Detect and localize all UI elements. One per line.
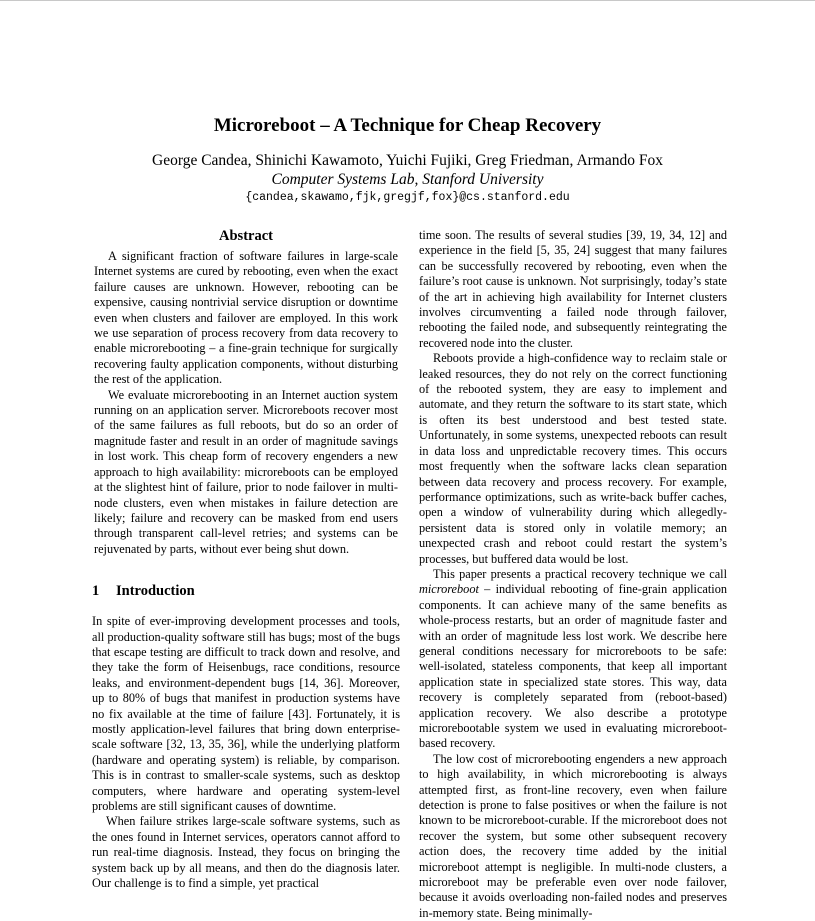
abstract-section (92, 228, 400, 557)
paper-email: {candea,skawamo,fjk,gregjf,fox}@cs.stanford.edu (245, 191, 570, 204)
right-paragraph-3 (419, 567, 727, 752)
intro-paragraph-2: When failure strikes large-scale software systems, such as the ones found in Internet services, operators cannot afford to run real-time diagnosis. Instead, they focus on bringing the system back up by all means, and then do the diagnosis later. Our challenge is to find a simple, yet practical (92, 814, 400, 891)
top-border (0, 0, 815, 1)
right-paragraph-2: Reboots provide a high-confidence way to reclaim stale or leaked resources, they do not rely on the correct functioning of the rebooted system, they are easy to implement and automate, and they return the software to its start state, which is often its best understood and best tested state. Unfortunately, in some systems, unexpected reboots can result in data loss and unpredictable recovery times. This occurs most frequently when the software lacks clean separation between data recovery and process recovery. For example, performance optimizations, such as write-back buffer caches, open a window of vulnerability during which allegedly-persistent data is stored only in volatile memory; an unexpected crash and reboot could restart the system’s processes, but buffered data would be lost. (419, 351, 727, 566)
microreboot-term: microreboot (419, 582, 479, 597)
right-paragraph-4: The low cost of microrebooting engenders a new approach to high availability, in which microrebooting is always attempted first, as front-line recovery, even when failure detection is prone to false positives or when the failure is not known to be microreboot-curable. If the microreboot does not recover the system, but some other subsequent recovery action does, the recovery time added by the initial microreboot attempt is negligible. In multi-node clusters, a microreboot may be preferable even over node failover, because it avoids overloading non-failed nodes and preserves in-memory state. Being minimally- (419, 751, 727, 920)
abstract-paragraph-2: We evaluate microrebooting in an Internet auction system running on an application server. Microreboots recover most of the same failures as full reboots, but do so an order of magnitude faster and result in an order of magnitude savings in lost work. This cheap form of recovery engenders a new approach to high availability: microreboots can be employed at the slightest hint of failure, prior to node failover in multi-node clusters, even when mistakes in failure detection are likely; failure and recovery can be masked from end users through transparent call-level retries; and systems can be rejuvenated by parts, without ever being shut down. (94, 387, 398, 556)
left-column (92, 228, 400, 891)
intro-paragraph-1: In spite of ever-improving development processes and tools, all production-quality software still has bugs; most of the bugs that escape testing are difficult to track down and resolve, and they take the form of Heisenbugs, race conditions, resource leaks, and environment-dependent bugs [14, 36]. Moreover, up to 80% of bugs that manifest in production systems have no fix available at the time of failure [43]. Fortunately, it is mostly application-level failures that bring down enterprise-scale software [32, 13, 35, 36], while the underlying platform (hardware and operating system) is reliable, by comparison. This is in contrast to smaller-scale systems, such as desktop computers, where hardware and operating system-level problems are still significant causes of downtime. (92, 614, 400, 813)
paper-affiliation: Computer Systems Lab, Stanford University (271, 171, 544, 188)
section-number: 1 (92, 583, 100, 600)
introduction-heading (92, 583, 400, 600)
abstract-paragraph-1: A significant fraction of software failures in large-scale Internet systems are cured by rebooting, even when the exact failure causes are unknown. However, rebooting can be expensive, causing nontrivial service disruption or downtime even when clusters and failover are employed. In this work we use separation of process recovery from data recovery to enable microrebooting – a fine-grain technique for surgically recovering faulty application components, without disturbing the rest of the application. (94, 249, 398, 387)
paper-title: Microreboot – A Technique for Cheap Recovery (213, 115, 602, 136)
right-paragraph-3-end: – individual rebooting of fine-grain application components. It can achieve many of the same benefits as whole-process restarts, but an order of magnitude faster and with an order of magnitude less lost work. We describe here general conditions necessary for microreboots to be safe: well-isolated, stateless components, that keep all important application state in specialized state stores. This way, data recovery is completely separated from (reboot-based) application recovery. We also describe a prototype microrebootable system we used in evaluating microreboot-based recovery. (419, 582, 727, 751)
abstract-heading: Abstract (219, 228, 273, 244)
section-title: Introduction (116, 583, 195, 600)
right-column (419, 228, 727, 921)
paper-authors: George Candea, Shinichi Kawamoto, Yuichi Fujiki, Greg Friedman, Armando Fox (152, 152, 663, 169)
right-paragraph-1: time soon. The results of several studies [39, 19, 34, 12] and experience in the field [5, 35, 24] suggest that many failures can be successfully recovered by rebooting, even when the failure’s root cause is unknown. Not surprisingly, today’s state of the art in achieving high availability for Internet clusters involves circumventing a failed node through failover, rebooting the failed node, and subsequently reintegrating the recovered node into the cluster. (419, 228, 727, 350)
right-paragraph-3-start: This paper presents a practical recovery technique we call (433, 566, 727, 581)
